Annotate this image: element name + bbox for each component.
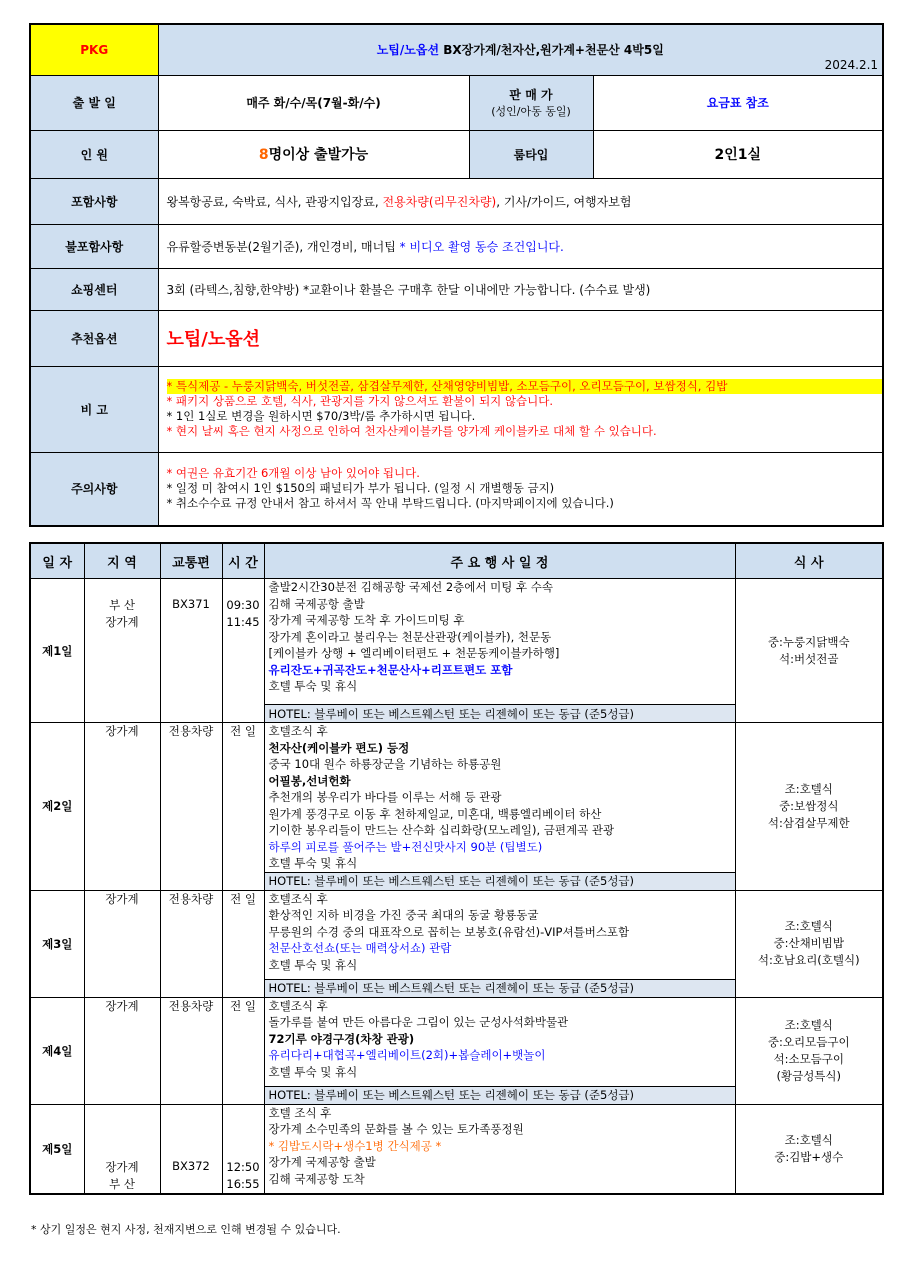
included-text-b: 전용차량(리무진차량) bbox=[382, 194, 497, 209]
activity-line: 호텔조식 후 bbox=[268, 891, 328, 906]
activity-line: 추천개의 봉우리가 바다를 이루는 서해 등 관광 bbox=[268, 790, 502, 804]
day-label: 제1일 bbox=[30, 579, 84, 723]
day-region: 장가계 bbox=[84, 890, 160, 997]
day-transport: 전용차량 bbox=[160, 890, 222, 997]
col-header-time: 시 간 bbox=[222, 543, 264, 579]
hotel-line: HOTEL: 블루베이 또는 베스트웨스턴 또는 리젠헤이 또는 동급 (준5성급) bbox=[264, 705, 735, 723]
col-header-meals: 식 사 bbox=[735, 543, 883, 579]
col-header-schedule: 주 요 행 사 일 정 bbox=[264, 543, 735, 579]
remark-item: * 현지 날씨 혹은 현지 사정으로 인하여 천자산케이블카를 양가계 케이블카로 대체 할 수 있습니다. bbox=[166, 424, 657, 438]
pkg-badge: PKG bbox=[30, 24, 158, 75]
activity-line: 김해 국제공항 출발 bbox=[268, 596, 365, 611]
day-meals bbox=[735, 579, 883, 723]
activity-line: 호텔 투숙 및 휴식 bbox=[268, 856, 358, 870]
activity-line: 호텔 조식 후 bbox=[268, 1105, 332, 1120]
day-transport: 전용차량 bbox=[160, 723, 222, 891]
itinerary-row bbox=[30, 997, 883, 1086]
hotel-line: HOTEL: 블루베이 또는 베스트웨스턴 또는 리젠헤이 또는 동급 (준5성급) bbox=[264, 1086, 735, 1104]
day-region: 장가계 부 산 bbox=[84, 1104, 160, 1194]
activity-line: 하루의 피로를 풀어주는 발+전신맛사지 90분 (팁별도) bbox=[268, 839, 543, 854]
itinerary-table bbox=[29, 542, 884, 1195]
activity-line: 호텔 투숙 및 휴식 bbox=[268, 1064, 358, 1079]
option-value: 노팁/노옵션 bbox=[158, 310, 883, 366]
activity-line: 기이한 봉우리들이 만드는 산수화 십리화랑(모노레일), 금편계곡 관광 bbox=[268, 823, 615, 837]
included-text-a: 왕복항공료, 숙박료, 식사, 관광지입장료, bbox=[166, 194, 383, 209]
price-label-cell bbox=[469, 75, 593, 130]
people-label: 인 원 bbox=[30, 130, 158, 178]
activity-line: 돌가루를 붙여 만든 아름다운 그림이 있는 군성사석화박물관 bbox=[268, 1015, 569, 1029]
remark-item: * 특식제공 - 누룽지닭백숙, 버섯전골, 삼겹살무제한, 산채영양비빔밥, 소모듬구이, 오리모듬구이, 보쌈정식, 김밥 bbox=[167, 379, 883, 394]
day-transport: BX371 bbox=[160, 579, 222, 723]
meal-item: 조:호텔식 bbox=[784, 919, 833, 933]
people-value bbox=[158, 130, 469, 178]
itinerary-footnote: * 상기 일정은 현지 사정, 천재지변으로 인해 변경될 수 있습니다. bbox=[31, 1223, 341, 1236]
day-meals bbox=[735, 997, 883, 1104]
activity-line: 환상적인 지하 비경을 가진 중국 최대의 동굴 황룡동굴 bbox=[268, 908, 539, 922]
departure-label: 출 발 일 bbox=[30, 75, 158, 130]
day-transport: 전용차량 bbox=[160, 997, 222, 1104]
remark-item: * 1인 1실로 변경을 원하시면 $70/3박/룸 추가하시면 됩니다. bbox=[166, 409, 476, 423]
day-label: 제4일 bbox=[30, 997, 84, 1104]
day-region: 부 산 장가계 bbox=[84, 579, 160, 723]
remarks-list bbox=[158, 366, 883, 452]
activity-line: 김해 국제공항 도착 bbox=[268, 1171, 365, 1186]
meal-item: 중:보쌈정식 bbox=[779, 798, 839, 813]
meal-item: 석:삼겹살무제한 bbox=[767, 815, 850, 830]
activity-line: 출발2시간30분전 김해공항 국제선 2층에서 미팅 후 수속 bbox=[268, 580, 553, 594]
itinerary-row bbox=[30, 723, 883, 873]
meal-item: 조:호텔식 bbox=[784, 781, 833, 796]
meal-item: 조:호텔식 bbox=[784, 1132, 833, 1147]
meal-item: 중:누룽지닭백숙 bbox=[767, 634, 850, 649]
activity-line: 72기루 야경구경(차창 관광) bbox=[268, 1031, 415, 1046]
activity-line: * 김밥도시락+생수1병 간식제공 * bbox=[268, 1138, 442, 1153]
package-title bbox=[158, 24, 883, 75]
price-sub: (성인/아동 동일) bbox=[491, 105, 571, 118]
day-time: 12:50 16:55 bbox=[222, 1104, 264, 1194]
activity-line: 원가계 풍경구로 이동 후 천하제일교, 미혼대, 백룡엘리베이터 하산 bbox=[268, 806, 602, 821]
day-region: 장가계 bbox=[84, 723, 160, 891]
day-meals bbox=[735, 723, 883, 891]
meal-item: 중:산채비빔밥 bbox=[773, 936, 845, 950]
meal-item: 석:버섯전골 bbox=[779, 651, 839, 666]
day-time: 전 일 bbox=[222, 723, 264, 891]
caution-item: * 여권은 유효기간 6개월 이상 남아 있어야 됩니다. bbox=[166, 466, 420, 481]
included-text-c: , 기사/가이드, 여행자보험 bbox=[496, 194, 632, 209]
activity-line: 어필봉,선녀헌화 bbox=[268, 773, 351, 788]
shopping-label: 쇼핑센터 bbox=[30, 268, 158, 310]
day-activities bbox=[264, 723, 735, 873]
shopping-value: 3회 (라텍스,침향,한약방) *교환이나 환불은 구매후 한달 이내에만 가능합니다. (수수료 발생) bbox=[158, 268, 883, 310]
col-header-region: 지 역 bbox=[84, 543, 160, 579]
day-time: 09:30 11:45 bbox=[222, 579, 264, 723]
day-activities bbox=[264, 579, 735, 705]
included-value bbox=[158, 178, 883, 224]
title-highlight: 노팁/노옵션 bbox=[376, 43, 440, 58]
day-time: 전 일 bbox=[222, 890, 264, 997]
caution-item: * 취소수수료 규정 안내서 참고 하셔서 꼭 안내 부탁드립니다. (마지막페이지에 있습니다.) bbox=[166, 496, 614, 511]
price-label: 판 매 가 bbox=[509, 88, 553, 102]
day-meals bbox=[735, 1104, 883, 1194]
activity-line: 장가계 국제공항 출발 bbox=[268, 1155, 376, 1169]
room-value: 2인1실 bbox=[593, 130, 883, 178]
meal-item: (황금성특식) bbox=[776, 1068, 842, 1083]
activity-line: 천문산호선쇼(또는 매력상서쇼) 관람 bbox=[268, 941, 452, 955]
activity-line: 무릉원의 수경 중의 대표작으로 꼽히는 보봉호(유람선)-VIP셔틀버스포함 bbox=[268, 924, 630, 939]
day-activities bbox=[264, 997, 735, 1086]
activity-line: 유리다리+대협곡+엘리베이트(2회)+봅슬레이+뱃놀이 bbox=[268, 1048, 546, 1062]
excluded-text-b: * 비디오 촬영 동승 조건입니다. bbox=[399, 239, 564, 254]
day-label: 제3일 bbox=[30, 890, 84, 997]
day-region: 장가계 bbox=[84, 997, 160, 1104]
itinerary-row bbox=[30, 890, 883, 979]
meal-item: 석:소모듬구이 bbox=[773, 1051, 845, 1066]
people-min: 8 bbox=[258, 147, 269, 163]
hotel-line: HOTEL: 블루베이 또는 베스트웨스턴 또는 리젠헤이 또는 동급 (준5성급) bbox=[264, 872, 735, 890]
day-time: 전 일 bbox=[222, 997, 264, 1104]
meal-item: 조:호텔식 bbox=[784, 1017, 833, 1032]
activity-line: 장가계 혼이라고 불리우는 천문산관광(케이블카), 천문동 bbox=[268, 629, 552, 644]
day-activities bbox=[264, 890, 735, 979]
meal-item: 중:김밥+생수 bbox=[774, 1149, 844, 1164]
remarks-label: 비 고 bbox=[30, 366, 158, 452]
meal-item: 중:오리모듬구이 bbox=[767, 1034, 850, 1049]
activity-line: 호텔 투숙 및 휴식 bbox=[268, 957, 358, 972]
activity-line: 호텔 투숙 및 휴식 bbox=[268, 679, 358, 693]
included-label: 포함사항 bbox=[30, 178, 158, 224]
activity-line: 중국 10대 원수 하룡장군을 기념하는 하룡공원 bbox=[268, 757, 502, 771]
col-header-day: 일 자 bbox=[30, 543, 84, 579]
itinerary-row bbox=[30, 1104, 883, 1194]
activity-line: 호텔조식 후 bbox=[268, 724, 328, 738]
hotel-line: HOTEL: 블루베이 또는 베스트웨스턴 또는 리젠헤이 또는 동급 (준5성급) bbox=[264, 979, 735, 997]
activity-line: 호텔조식 후 bbox=[268, 998, 328, 1013]
activity-line: [케이블카 상행 + 엘리베이터편도 + 천문동케이블카하행] bbox=[268, 646, 560, 660]
people-rest: 명이상 출발가능 bbox=[268, 147, 369, 163]
activity-line: 천자산(케이블카 편도) 등정 bbox=[268, 740, 410, 755]
excluded-text-a: 유류할증변동분(2월기준), 개인경비, 매너팁 bbox=[166, 239, 400, 254]
remark-item: * 패키지 상품으로 호텔, 식사, 관광지를 가지 않으셔도 환불이 되지 않습니다. bbox=[166, 394, 554, 408]
departure-value: 매주 화/수/목(7월-화/수) bbox=[158, 75, 469, 130]
day-transport: BX372 bbox=[160, 1104, 222, 1194]
itinerary-row bbox=[30, 579, 883, 705]
issue-date: 2024.2.1 bbox=[824, 57, 879, 72]
price-value: 요금표 참조 bbox=[593, 75, 883, 130]
caution-label: 주의사항 bbox=[30, 452, 158, 526]
excluded-label: 불포함사항 bbox=[30, 224, 158, 268]
activity-line: 장가계 국제공항 도착 후 가이드미팅 후 bbox=[268, 613, 465, 627]
activity-line: 유리잔도+귀곡잔도+천문산사+리프트편도 포함 bbox=[268, 662, 513, 677]
package-summary-table bbox=[29, 23, 884, 527]
option-label: 추천옵션 bbox=[30, 310, 158, 366]
day-label: 제5일 bbox=[30, 1104, 84, 1194]
col-header-transport: 교통편 bbox=[160, 543, 222, 579]
day-meals bbox=[735, 890, 883, 997]
excluded-value bbox=[158, 224, 883, 268]
day-label: 제2일 bbox=[30, 723, 84, 891]
room-label: 룸타입 bbox=[469, 130, 593, 178]
day-activities bbox=[264, 1104, 735, 1194]
title-rest: BX장가계/천자산,원가계+천문산 4박5일 bbox=[439, 43, 664, 58]
activity-line: 장가계 소수민족의 문화를 볼 수 있는 토가족풍정원 bbox=[268, 1122, 524, 1136]
meal-item: 석:호남요리(호텔식) bbox=[757, 953, 860, 967]
caution-item: * 일정 미 참여시 1인 $150의 패널티가 부가 됩니다. (일정 시 개별행동 금지) bbox=[166, 481, 555, 496]
caution-list bbox=[158, 452, 883, 526]
